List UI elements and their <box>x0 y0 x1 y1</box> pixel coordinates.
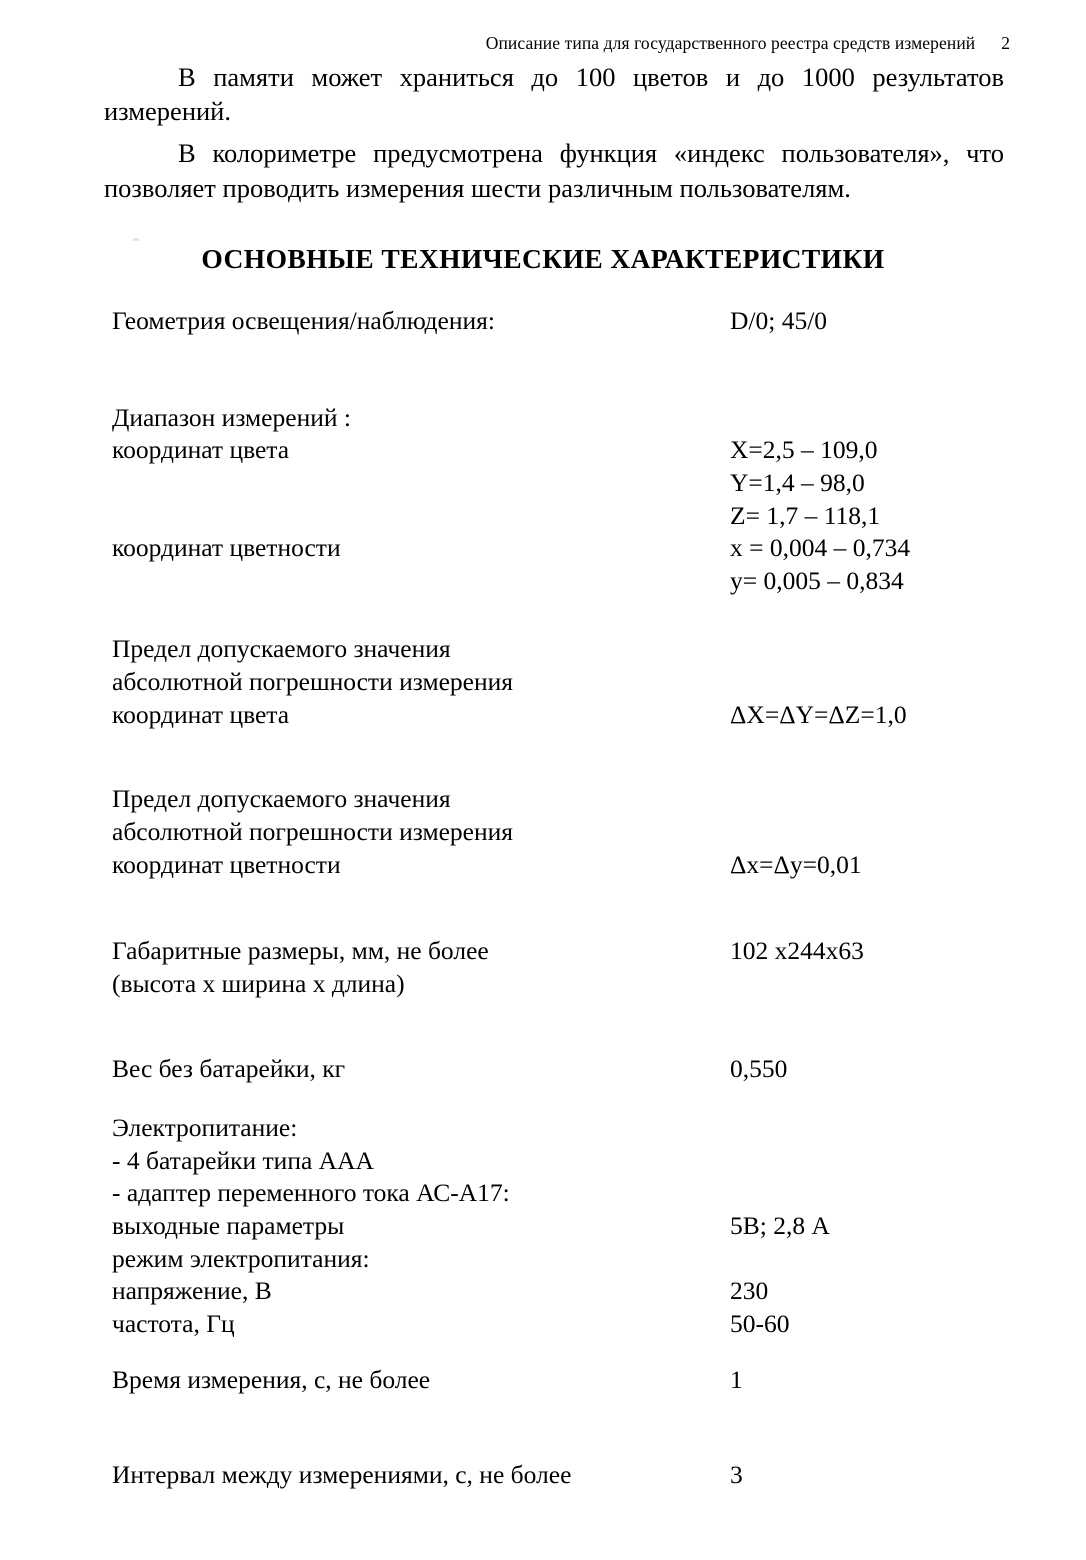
running-header <box>0 33 1010 54</box>
spec-row <box>112 1053 1032 1086</box>
spec-label: координат цвета <box>112 435 290 465</box>
spec-row <box>112 532 1032 565</box>
spec-row <box>112 305 1032 338</box>
spec-value <box>730 402 1032 435</box>
spec-row <box>112 968 1032 1001</box>
spec-label: Геометрия освещения/наблюдения: <box>112 306 495 335</box>
spec-value: Δx=Δy=0,01 <box>730 849 862 879</box>
spec-label: режим электропитания: <box>112 1243 370 1273</box>
spec-label <box>112 565 730 598</box>
spec-group <box>112 1053 1032 1086</box>
spec-label: абсолютной погрешности измерения <box>112 816 514 846</box>
specifications-list <box>112 305 1032 1492</box>
spec-group <box>112 1112 1032 1340</box>
spec-value: 230 <box>730 1276 769 1306</box>
spec-label: Электропитание: <box>112 1113 298 1142</box>
spec-group <box>112 633 1032 731</box>
spec-label: абсолютной погрешности измерения <box>112 667 514 696</box>
spec-label: координат цветности <box>112 849 341 879</box>
spec-row <box>112 633 1032 666</box>
spec-value <box>730 1145 1032 1178</box>
spec-label <box>112 467 730 500</box>
spec-row <box>112 849 1032 882</box>
spec-group <box>112 1459 1032 1492</box>
spec-label: Предел допускаемого значения <box>112 784 451 814</box>
spec-row <box>112 935 1032 968</box>
spec-label: Предел допускаемого значения <box>112 634 451 664</box>
spec-row <box>112 1177 1032 1210</box>
spec-group <box>112 402 1032 598</box>
spec-row <box>112 467 1032 500</box>
spec-row <box>112 1308 1032 1341</box>
spec-value: y= 0,005 – 0,834 <box>730 565 904 595</box>
spec-row <box>112 666 1032 699</box>
section-heading: ОСНОВНЫЕ ТЕХНИЧЕСКИЕ ХАРАКТЕРИСТИКИ <box>201 243 885 274</box>
spec-row <box>112 1243 1032 1276</box>
spec-label: Время измерения, с, не более <box>112 1365 431 1395</box>
spec-label: - адаптер переменного тока АС-А17: <box>112 1178 510 1208</box>
running-header-title: Описание типа для государственного реестра средств измерений <box>485 33 976 53</box>
spec-label: напряжение, В <box>112 1276 272 1306</box>
spec-label: - 4 батарейки типа ААА <box>112 1145 374 1175</box>
spec-value: 102 x244x63 <box>730 936 864 966</box>
spec-value: ΔX=ΔY=ΔZ=1,0 <box>730 699 907 729</box>
spec-value: 5В; 2,8 А <box>730 1210 830 1240</box>
spec-label <box>112 500 730 533</box>
spec-value <box>730 816 1032 849</box>
intro-paragraphs <box>104 60 1004 205</box>
spec-row <box>112 1364 1032 1397</box>
spec-value: D/0; 45/0 <box>730 306 828 335</box>
spec-label: координат цвета <box>112 699 290 729</box>
spec-value: Z= 1,7 – 118,1 <box>730 500 881 530</box>
spec-row <box>112 1210 1032 1243</box>
spec-group <box>112 783 1032 881</box>
spec-value <box>730 633 1032 666</box>
spec-label: выходные параметры <box>112 1210 345 1240</box>
spec-value: Y=1,4 – 98,0 <box>730 467 865 497</box>
scan-artifact <box>133 238 139 241</box>
spec-row <box>112 1145 1032 1178</box>
spec-value: 1 <box>730 1365 743 1395</box>
spec-label: Габаритные размеры, мм, не более <box>112 936 489 966</box>
spec-group <box>112 935 1032 1000</box>
spec-label: частота, Гц <box>112 1308 235 1338</box>
spec-row <box>112 783 1032 816</box>
spec-row <box>112 434 1032 467</box>
spec-value <box>730 783 1032 816</box>
intro-paragraph-2: В колориметре предусмотрена функция «индекс пользователя», что позволяет проводить измерения шести различным пользователям. <box>104 138 1004 203</box>
spec-value <box>730 1243 1032 1276</box>
spec-row <box>112 500 1032 533</box>
spec-label: координат цветности <box>112 533 341 563</box>
spec-row <box>112 699 1032 732</box>
spec-label: (высота х ширина х длина) <box>112 968 405 998</box>
spec-value: 0,550 <box>730 1054 788 1084</box>
spec-row <box>112 565 1032 598</box>
spec-value: X=2,5 – 109,0 <box>730 435 878 465</box>
spec-label: Диапазон измерений : <box>112 402 351 432</box>
spec-value <box>730 1112 1032 1145</box>
page-number: 2 <box>1001 33 1010 53</box>
spec-value <box>730 968 1032 1001</box>
spec-row <box>112 1459 1032 1492</box>
spec-label: Интервал между измерениями, с, не более <box>112 1460 572 1489</box>
spec-value <box>730 1177 1032 1210</box>
spec-value: 3 <box>730 1460 743 1489</box>
spec-group <box>112 1364 1032 1397</box>
spec-row <box>112 1275 1032 1308</box>
spec-row <box>112 816 1032 849</box>
spec-value: 50-60 <box>730 1308 790 1338</box>
spec-group <box>112 305 1032 338</box>
spec-row <box>112 1112 1032 1145</box>
spec-value <box>730 666 1032 699</box>
spec-label: Вес без батарейки, кг <box>112 1054 346 1084</box>
spec-row <box>112 402 1032 435</box>
intro-paragraph-1: В памяти может храниться до 100 цветов и до 1000 результатов измерений. <box>104 62 1004 127</box>
spec-value: x = 0,004 – 0,734 <box>730 533 911 563</box>
